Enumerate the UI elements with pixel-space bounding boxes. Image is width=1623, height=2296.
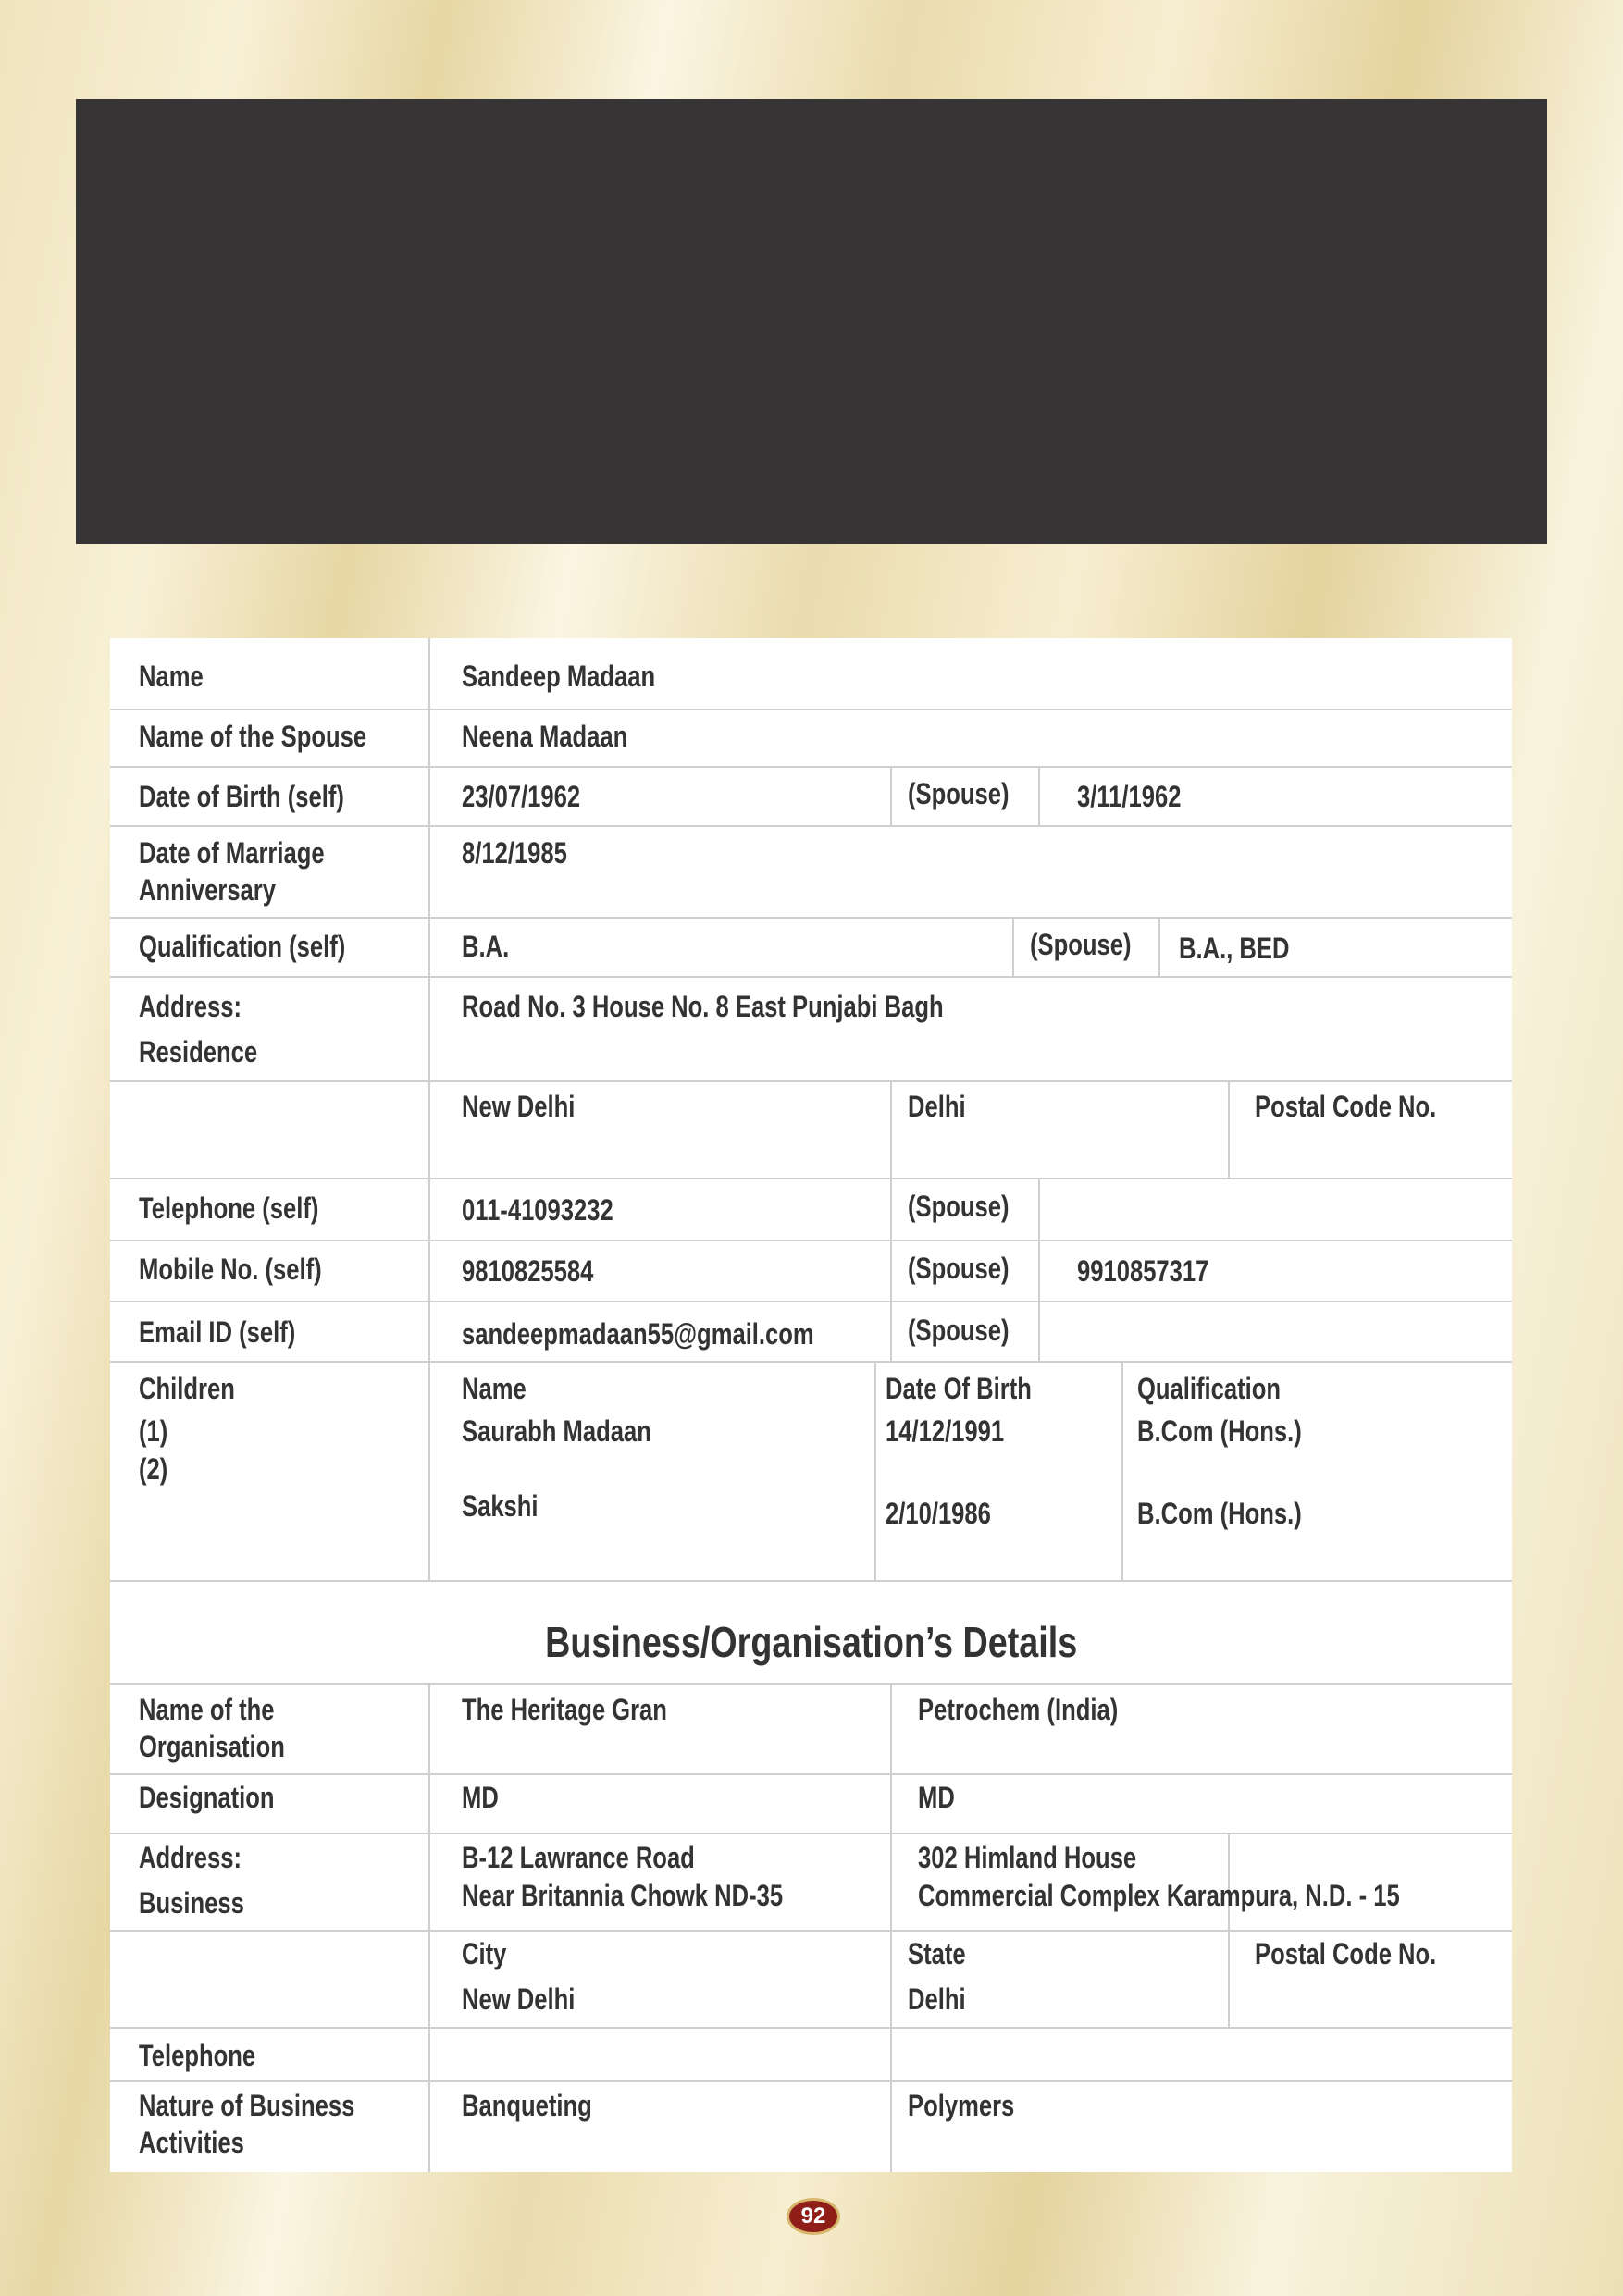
anniversary-value: 8/12/1985 <box>462 836 567 870</box>
spouse-tag: (Spouse) <box>908 777 1010 810</box>
organisation-2: Petrochem (India) <box>918 1693 1119 1726</box>
child-index: (2) <box>139 1452 168 1486</box>
child-dob: 14/12/1991 <box>886 1414 1005 1448</box>
row-divider <box>110 1361 1512 1363</box>
column-divider <box>890 1080 892 1178</box>
row-divider <box>110 1773 1512 1775</box>
telephone-value: 011-41093232 <box>462 1193 613 1227</box>
name-value: Sandeep Madaan <box>462 660 656 693</box>
column-divider <box>890 1178 892 1361</box>
business-city-value: New Delhi <box>462 1982 576 2016</box>
column-divider <box>1121 1361 1123 1580</box>
row-divider <box>110 766 1512 768</box>
row-divider <box>110 2027 1512 2029</box>
column-divider <box>890 766 892 825</box>
mobile-label: Mobile No. (self) <box>139 1253 322 1286</box>
address-value: Road No. 3 House No. 8 East Punjabi Bagh <box>462 990 944 1023</box>
qualification-label: Qualification (self) <box>139 930 346 963</box>
column-divider <box>1038 766 1040 825</box>
business-address-label: Address: <box>139 1841 242 1874</box>
page-number: 92 <box>787 2198 840 2235</box>
member-details-table <box>110 638 1512 2172</box>
business-state-value: Delhi <box>908 1982 966 2016</box>
dob-value: 23/07/1962 <box>462 780 581 813</box>
row-divider <box>110 825 1512 827</box>
column-divider <box>1158 917 1160 976</box>
child-qualification: B.Com (Hons.) <box>1137 1414 1302 1448</box>
nature-of-business-label: Nature of Business <box>139 2089 355 2122</box>
anniversary-label: Anniversary <box>139 873 276 907</box>
row-divider <box>110 976 1512 978</box>
children-name-header: Name <box>462 1372 527 1405</box>
nature-of-business-2: Polymers <box>908 2089 1015 2122</box>
anniversary-label: Date of Marriage <box>139 836 325 870</box>
nature-of-business-1: Banqueting <box>462 2089 592 2122</box>
address-label: Residence <box>139 1035 258 1068</box>
spouse-tag: (Spouse) <box>908 1252 1010 1285</box>
organisation-label: Organisation <box>139 1730 285 1763</box>
business-postal-label: Postal Code No. <box>1255 1937 1437 1970</box>
row-divider <box>110 709 1512 710</box>
spouse-tag: (Spouse) <box>908 1314 1010 1347</box>
city-value: New Delhi <box>462 1090 576 1123</box>
business-address-2: Commercial Complex Karampura, N.D. - 15 <box>918 1879 1400 1912</box>
name-label: Name <box>139 660 204 693</box>
email-value: sandeepmadaan55@gmail.com <box>462 1317 814 1351</box>
children-qualification-header: Qualification <box>1137 1372 1282 1405</box>
column-divider <box>890 1683 892 2172</box>
business-section-heading <box>110 1617 1512 1667</box>
postal-code-label: Postal Code No. <box>1255 1090 1437 1123</box>
organisation-label: Name of the <box>139 1693 275 1726</box>
row-divider <box>110 1930 1512 1932</box>
spouse-mobile-value: 9910857317 <box>1077 1254 1209 1288</box>
row-divider <box>110 917 1512 919</box>
column-divider <box>428 638 430 1580</box>
spouse-name-value: Neena Madaan <box>462 720 628 753</box>
column-divider <box>1012 917 1014 976</box>
spouse-dob-value: 3/11/1962 <box>1077 780 1182 813</box>
designation-label: Designation <box>139 1781 275 1814</box>
column-divider <box>1228 1833 1230 2027</box>
column-divider <box>874 1361 876 1580</box>
row-divider <box>110 2080 1512 2082</box>
child-dob: 2/10/1986 <box>886 1497 991 1530</box>
organisation-1: The Heritage Gran <box>462 1693 667 1726</box>
child-name: Saurabh Madaan <box>462 1414 651 1448</box>
business-address-1: Near Britannia Chowk ND-35 <box>462 1879 784 1912</box>
qualification-value: B.A. <box>462 930 510 963</box>
business-telephone-label: Telephone <box>139 2039 256 2072</box>
telephone-label: Telephone (self) <box>139 1191 319 1225</box>
row-divider <box>110 1833 1512 1834</box>
email-label: Email ID (self) <box>139 1315 296 1349</box>
business-heading-text: Business/Organisation’s Details <box>544 1618 1078 1666</box>
child-name: Sakshi <box>462 1489 539 1523</box>
nature-of-business-label: Activities <box>139 2126 244 2159</box>
business-address-1: B-12 Lawrance Road <box>462 1841 695 1874</box>
photo-placeholder <box>76 99 1547 544</box>
children-dob-header: Date Of Birth <box>886 1372 1032 1405</box>
state-value: Delhi <box>908 1090 966 1123</box>
row-divider <box>110 1683 1512 1685</box>
dob-label: Date of Birth (self) <box>139 780 344 813</box>
business-city-label: City <box>462 1937 507 1970</box>
column-divider <box>1038 1178 1040 1361</box>
business-state-label: State <box>908 1937 966 1970</box>
spouse-tag: (Spouse) <box>1030 928 1132 961</box>
row-divider <box>110 1178 1512 1179</box>
spouse-name-label: Name of the Spouse <box>139 720 367 753</box>
children-label: Children <box>139 1372 235 1405</box>
designation-2: MD <box>918 1781 955 1814</box>
designation-1: MD <box>462 1781 499 1814</box>
spouse-qualification-value: B.A., BED <box>1179 932 1290 965</box>
spouse-tag: (Spouse) <box>908 1190 1010 1223</box>
column-divider <box>1228 1080 1230 1178</box>
business-address-label: Business <box>139 1886 244 1920</box>
row-divider <box>110 1240 1512 1241</box>
business-address-2: 302 Himland House <box>918 1841 1137 1874</box>
address-label: Address: <box>139 990 242 1023</box>
row-divider <box>110 1301 1512 1302</box>
row-divider <box>110 1580 1512 1582</box>
mobile-value: 9810825584 <box>462 1254 594 1288</box>
column-divider <box>428 1683 430 2172</box>
child-index: (1) <box>139 1414 168 1448</box>
child-qualification: B.Com (Hons.) <box>1137 1497 1302 1530</box>
row-divider <box>110 1080 1512 1082</box>
